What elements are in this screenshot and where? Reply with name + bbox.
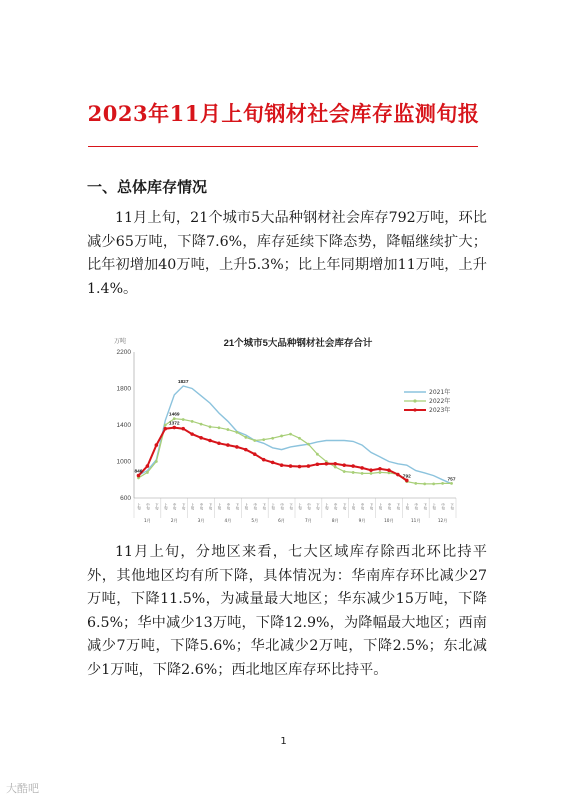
data-point xyxy=(209,425,212,428)
data-point xyxy=(441,482,444,485)
x-month-label: 4月 xyxy=(224,518,232,523)
data-point xyxy=(226,443,230,447)
data-point xyxy=(164,424,167,427)
data-point xyxy=(298,437,301,440)
data-point xyxy=(351,464,355,468)
x-sub-tick-label: 上旬 xyxy=(404,503,409,510)
inventory-chart xyxy=(108,330,468,525)
data-point xyxy=(370,472,373,475)
data-point xyxy=(414,482,417,485)
data-point xyxy=(271,437,274,440)
data-point xyxy=(218,426,221,429)
data-point xyxy=(289,433,292,436)
x-sub-tick-label: 中旬 xyxy=(145,503,150,510)
x-sub-tick-label: 下旬 xyxy=(181,503,186,510)
x-sub-tick-label: 中旬 xyxy=(440,503,445,510)
x-month-label: 7月 xyxy=(304,518,312,523)
x-month-label: 3月 xyxy=(197,518,205,523)
data-point xyxy=(280,435,283,438)
x-sub-tick-label: 下旬 xyxy=(315,503,320,510)
paragraph-overall-text: 11月上旬，21个城市5大品种钢材社会库存792万吨，环比减少65万吨，下降7.6%，库存延续下降态势，降幅继续扩大；比年初增加40万吨，上升5.3%；比上年同期增加11万吨，上升1.4%。 xyxy=(87,210,487,297)
x-sub-tick-label: 下旬 xyxy=(342,503,347,510)
x-sub-tick-label: 中旬 xyxy=(172,503,177,510)
paragraph-regional xyxy=(87,541,487,682)
x-sub-tick-label: 下旬 xyxy=(369,503,374,510)
x-month-label: 9月 xyxy=(358,518,366,523)
data-point xyxy=(387,468,391,472)
y-axis-unit: 万吨 xyxy=(114,339,127,345)
x-sub-tick-label: 下旬 xyxy=(449,503,454,510)
x-sub-tick-label: 上旬 xyxy=(270,503,275,510)
x-month-label: 2月 xyxy=(170,518,178,523)
x-sub-tick-label: 下旬 xyxy=(422,503,427,510)
x-sub-tick-label: 中旬 xyxy=(225,503,230,510)
x-sub-tick-label: 中旬 xyxy=(413,503,418,510)
data-point xyxy=(280,463,284,467)
data-point xyxy=(244,448,248,452)
data-point xyxy=(361,472,364,475)
data-point xyxy=(289,464,293,468)
data-point xyxy=(333,462,337,466)
data-point xyxy=(155,443,159,447)
data-point xyxy=(244,436,247,439)
data-point xyxy=(227,428,230,431)
data-label: 1469 xyxy=(168,412,180,418)
x-sub-tick-label: 上旬 xyxy=(163,503,168,510)
data-point xyxy=(253,439,256,442)
data-point xyxy=(298,465,302,469)
chart-title: 21个城市5大品种钢材社会库存合计 xyxy=(223,338,373,349)
x-month-label: 5月 xyxy=(251,518,259,523)
x-sub-tick-label: 上旬 xyxy=(243,503,248,510)
data-point xyxy=(379,471,382,474)
title-rule xyxy=(88,146,478,147)
data-label: 757 xyxy=(447,477,456,483)
data-point xyxy=(146,471,149,474)
x-sub-tick-label: 下旬 xyxy=(154,503,159,510)
data-point xyxy=(360,466,364,470)
data-point xyxy=(182,418,185,421)
data-point xyxy=(181,427,185,431)
legend-label: 2023年 xyxy=(429,407,451,414)
x-month-label: 11月 xyxy=(410,518,421,523)
x-sub-tick-label: 上旬 xyxy=(431,503,436,510)
data-point xyxy=(342,463,346,467)
x-sub-tick-label: 下旬 xyxy=(395,503,400,510)
x-sub-tick-label: 上旬 xyxy=(190,503,195,510)
x-sub-tick-label: 上旬 xyxy=(351,503,356,510)
data-point xyxy=(307,443,310,446)
legend-label: 2021年 xyxy=(429,389,451,396)
x-sub-tick-label: 中旬 xyxy=(252,503,257,510)
y-tick-label: 1000 xyxy=(116,458,131,466)
x-sub-tick-label: 下旬 xyxy=(208,503,213,510)
data-label: 792 xyxy=(402,474,411,480)
data-point xyxy=(155,460,158,463)
data-point xyxy=(164,427,168,431)
y-tick-label: 600 xyxy=(120,495,131,502)
data-point xyxy=(325,462,329,466)
y-tick-label: 1800 xyxy=(116,385,131,393)
y-tick-label: 1400 xyxy=(116,422,131,429)
x-sub-tick-label: 上旬 xyxy=(136,503,141,510)
data-point xyxy=(423,482,426,485)
data-point xyxy=(235,431,238,434)
data-point xyxy=(146,464,150,468)
data-label: 1372 xyxy=(168,421,180,427)
data-point xyxy=(199,436,203,440)
data-point xyxy=(352,471,355,474)
section-heading: 一、总体库存情况 xyxy=(87,178,208,196)
x-month-label: 10月 xyxy=(384,518,394,523)
data-point xyxy=(262,458,266,462)
data-point xyxy=(271,461,275,465)
legend-marker xyxy=(413,408,416,411)
data-point xyxy=(334,466,337,469)
x-sub-tick-label: 中旬 xyxy=(306,503,311,510)
x-sub-tick-label: 下旬 xyxy=(261,503,266,510)
data-point xyxy=(253,452,257,456)
x-sub-tick-label: 中旬 xyxy=(279,503,284,510)
data-point xyxy=(217,441,221,445)
data-point xyxy=(200,423,203,426)
x-sub-tick-label: 上旬 xyxy=(324,503,329,510)
data-point xyxy=(235,445,239,449)
data-point xyxy=(208,439,212,443)
data-point xyxy=(307,464,311,468)
paragraph-regional-text: 11月上旬，分地区来看，七大区域库存除西北环比持平外，其他地区均有所下降，具体情况为：华南库存环比减少27万吨，下降11.5%，为减量最大地区；华东减少15万吨，下降6.5%；华中减少13万吨，下降12.9%，为降幅最大地区；西南减少7万吨，下降5.6%；华北减少2万吨，下降2.5%；东北减少1万吨，下降2.6%；西北地区库存环比持平。 xyxy=(87,544,487,678)
data-point xyxy=(378,467,382,471)
x-month-label: 1月 xyxy=(143,518,151,523)
legend-label: 2022年 xyxy=(429,398,451,405)
data-point xyxy=(316,453,319,456)
y-tick-label: 2200 xyxy=(116,349,131,356)
paragraph-overall xyxy=(87,207,487,301)
data-point xyxy=(191,420,194,423)
series-line-2023年 xyxy=(139,428,407,481)
x-sub-tick-label: 中旬 xyxy=(333,503,338,510)
data-point xyxy=(432,482,435,485)
x-month-label: 8月 xyxy=(331,518,339,523)
x-month-label: 12月 xyxy=(437,518,448,523)
data-point xyxy=(343,470,346,473)
page-number: 1 xyxy=(280,736,287,747)
data-point xyxy=(316,462,320,466)
x-sub-tick-label: 下旬 xyxy=(288,503,293,510)
x-sub-tick-label: 中旬 xyxy=(386,503,391,510)
x-sub-tick-label: 上旬 xyxy=(377,503,382,510)
data-point xyxy=(369,468,373,472)
data-point xyxy=(190,432,194,436)
data-label: 846 xyxy=(134,469,143,475)
document-title: 2023年11月上旬钢材社会库存监测旬报 xyxy=(87,101,480,126)
data-point xyxy=(396,473,400,477)
legend-marker xyxy=(413,399,416,402)
data-point xyxy=(262,438,265,441)
x-sub-tick-label: 下旬 xyxy=(234,503,239,510)
x-sub-tick-label: 中旬 xyxy=(199,503,204,510)
x-sub-tick-label: 上旬 xyxy=(216,503,221,510)
watermark: 大酷吧 xyxy=(6,782,39,795)
x-month-label: 6月 xyxy=(278,518,286,523)
data-label: 1827 xyxy=(177,380,189,386)
x-sub-tick-label: 中旬 xyxy=(360,503,365,510)
x-sub-tick-label: 上旬 xyxy=(297,503,302,510)
data-point xyxy=(173,417,176,420)
